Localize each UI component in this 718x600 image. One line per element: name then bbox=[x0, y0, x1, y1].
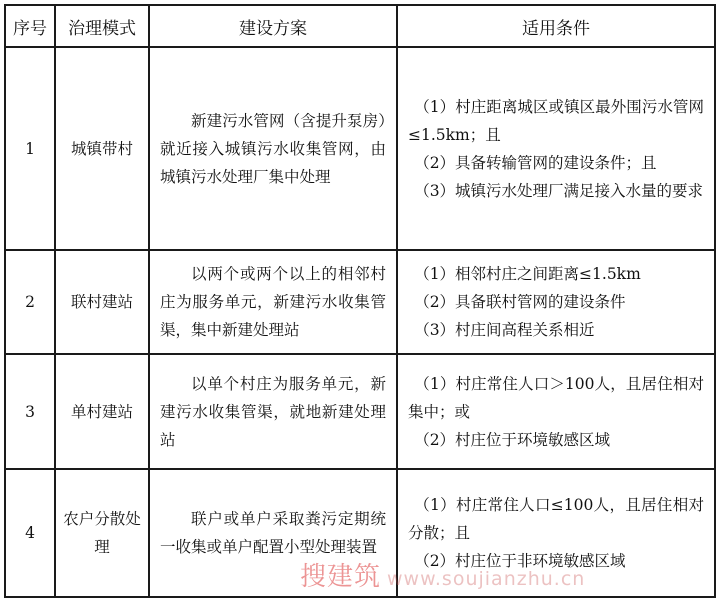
plan-text: 新建污水管网（含提升泵房）就近接入城镇污水收集管网，由城镇污水处理厂集中处理 bbox=[160, 111, 386, 186]
condition-item: （2）村庄位于环境敏感区域 bbox=[414, 430, 611, 449]
row-serial: 2 bbox=[5, 250, 55, 354]
row-serial: 4 bbox=[5, 469, 55, 597]
row-plan bbox=[149, 250, 397, 354]
row-mode: 联村建站 bbox=[55, 250, 149, 354]
row-conditions bbox=[397, 47, 715, 250]
condition-item: （2）具备转输管网的建设条件；且 bbox=[414, 153, 657, 172]
row-plan bbox=[149, 354, 397, 469]
row-serial: 3 bbox=[5, 354, 55, 469]
condition-item: （2）村庄位于非环境敏感区域 bbox=[414, 552, 626, 570]
watermark bbox=[300, 556, 585, 593]
row-conditions bbox=[397, 250, 715, 354]
row-serial: 1 bbox=[5, 47, 55, 250]
header-plan: 建设方案 bbox=[149, 5, 397, 47]
header-conditions: 适用条件 bbox=[397, 5, 715, 47]
condition-item: （1）相邻村庄之间距离≤1.5km bbox=[414, 265, 641, 283]
condition-item: （1）村庄距离城区或镇区最外围污水管网≤1.5km；且 bbox=[408, 97, 704, 144]
plan-text: 以单个村庄为服务单元，新建污水收集管渠，就地新建处理站 bbox=[160, 374, 386, 449]
watermark-url: www.soujianzhu.cn bbox=[387, 568, 586, 590]
table-row bbox=[5, 250, 715, 354]
table-header-row bbox=[5, 5, 715, 47]
row-mode: 农户分散处理 bbox=[55, 469, 149, 597]
plan-text: 联户或单户采取粪污定期统一收集或单户配置小型处理装置 bbox=[160, 510, 386, 556]
header-mode: 治理模式 bbox=[55, 5, 149, 47]
condition-item: （2）具备联村管网的建设条件 bbox=[414, 293, 626, 311]
watermark-text: 搜建筑 bbox=[300, 562, 382, 592]
table-row bbox=[5, 47, 715, 250]
wastewater-treatment-mode-table bbox=[4, 4, 716, 598]
plan-text: 以两个或两个以上的相邻村庄为服务单元，新建污水收集管渠，集中新建处理站 bbox=[160, 265, 386, 339]
condition-item: （1）村庄常住人口≤100人，且居住相对分散；且 bbox=[408, 496, 704, 542]
row-mode: 单村建站 bbox=[55, 354, 149, 469]
row-plan bbox=[149, 47, 397, 250]
condition-item: （1）村庄常住人口＞100人，且居住相对集中；或 bbox=[408, 374, 704, 421]
condition-item: （3）城镇污水处理厂满足接入水量的要求 bbox=[414, 181, 704, 200]
condition-item: （3）村庄间高程关系相近 bbox=[414, 321, 595, 339]
table-row bbox=[5, 354, 715, 469]
header-serial: 序号 bbox=[5, 5, 55, 47]
row-conditions bbox=[397, 354, 715, 469]
row-mode: 城镇带村 bbox=[55, 47, 149, 250]
